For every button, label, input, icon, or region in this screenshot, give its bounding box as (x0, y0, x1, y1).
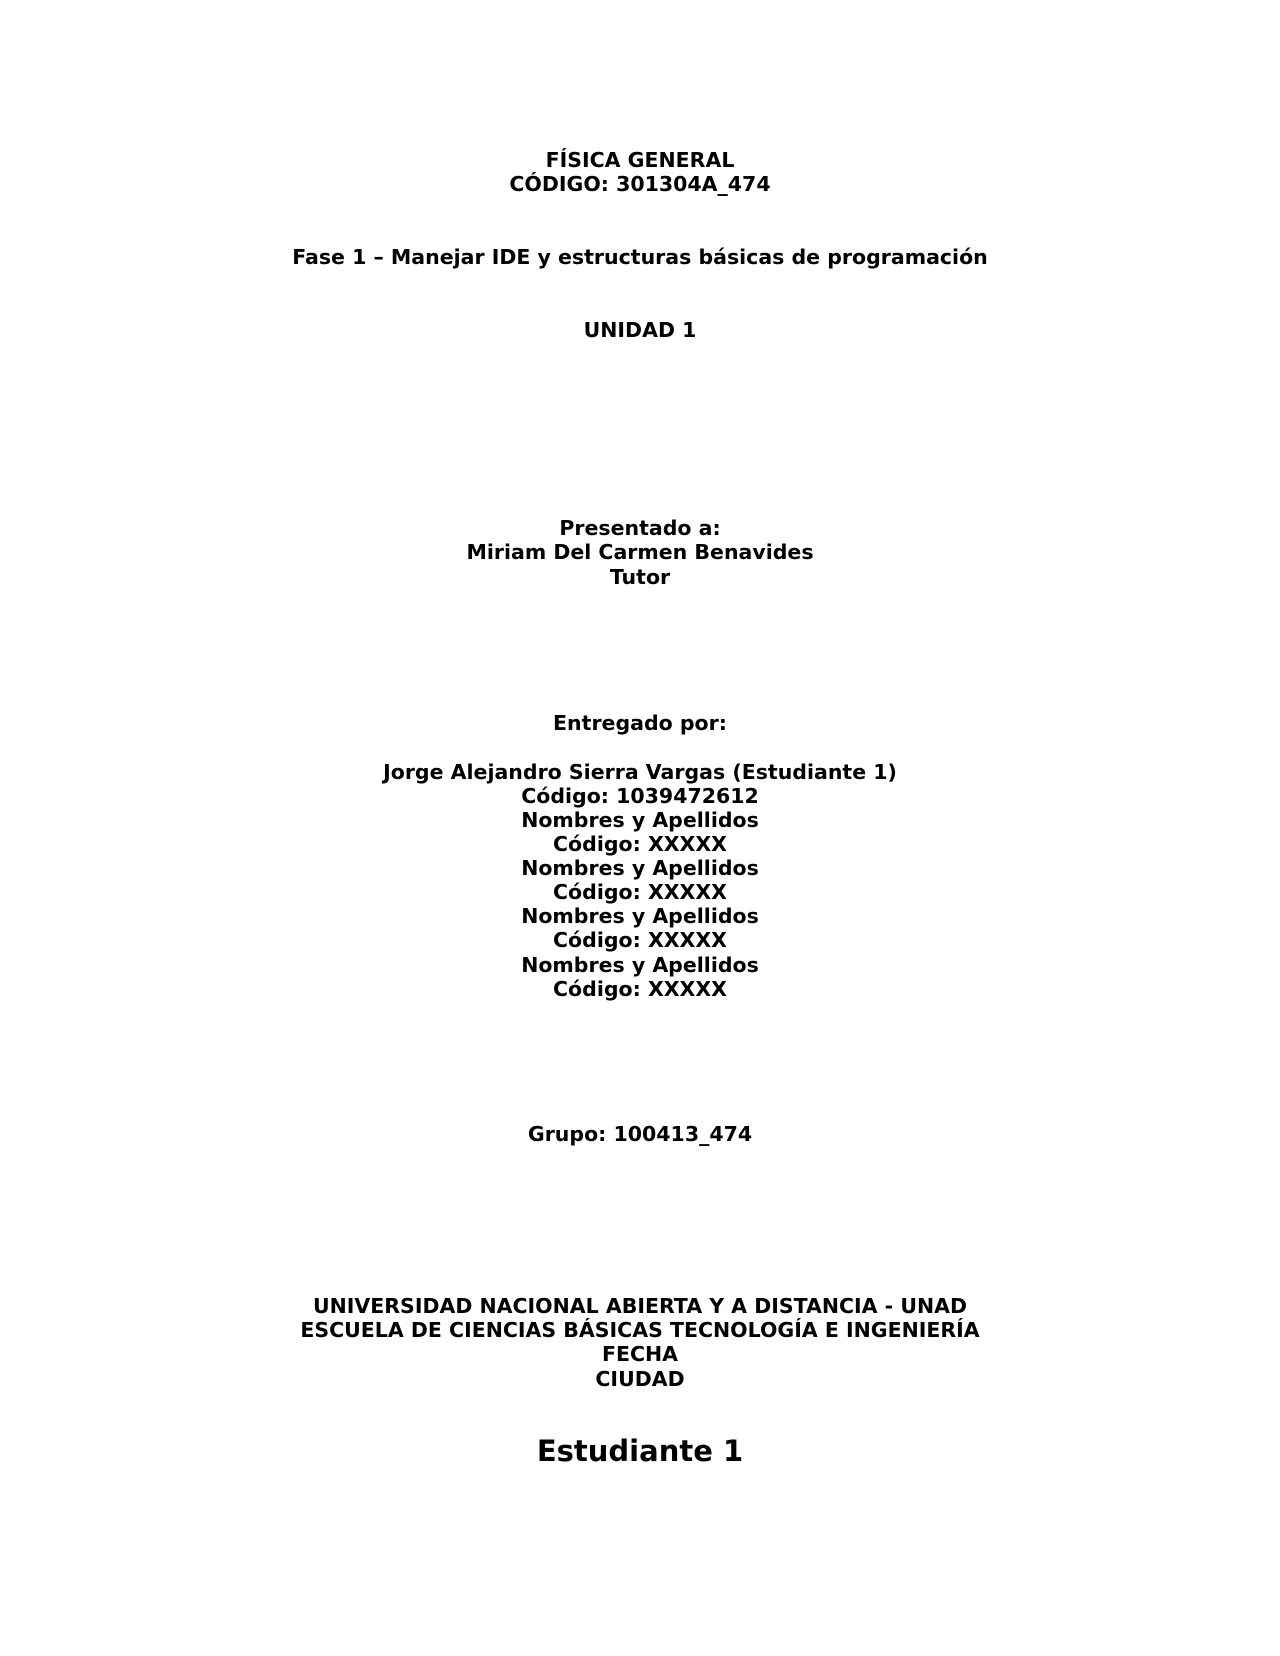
student-code: Código: 1039472612 (521, 784, 759, 808)
presented-to-label: Presentado a: (559, 516, 721, 540)
student-name: Jorge Alejandro Sierra Vargas (Estudiante 1) (383, 760, 897, 784)
student-code: Código: XXXXX (553, 977, 727, 1001)
university-name: UNIVERSIDAD NACIONAL ABIERTA Y A DISTANCIA - UNAD (312, 1294, 968, 1318)
student-code: Código: XXXXX (553, 928, 727, 952)
school-name: ESCUELA DE CIENCIAS BÁSICAS TECNOLOGÍA E INGENIERÍA (300, 1318, 980, 1342)
tutor-name: Miriam Del Carmen Benavides (466, 540, 814, 564)
student-code: Código: XXXXX (553, 832, 727, 856)
delivered-by-label: Entregado por: (553, 711, 727, 735)
section-heading: Estudiante 1 (536, 1434, 744, 1468)
student-code: Código: XXXXX (553, 880, 727, 904)
activity-title: Fase 1 – Manejar IDE y estructuras básicas de programación (292, 245, 988, 269)
student-name: Nombres y Apellidos (521, 856, 759, 880)
tutor-role: Tutor (609, 565, 671, 589)
city-placeholder: CIUDAD (595, 1367, 685, 1391)
unit-label: UNIDAD 1 (583, 318, 697, 342)
student-name: Nombres y Apellidos (521, 953, 759, 977)
group-code: Grupo: 100413_474 (527, 1122, 753, 1146)
course-code: CÓDIGO: 301304A_474 (509, 172, 771, 196)
date-placeholder: FECHA (601, 1342, 679, 1366)
student-name: Nombres y Apellidos (521, 904, 759, 928)
student-name: Nombres y Apellidos (521, 808, 759, 832)
course-name: FÍSICA GENERAL (545, 148, 735, 172)
